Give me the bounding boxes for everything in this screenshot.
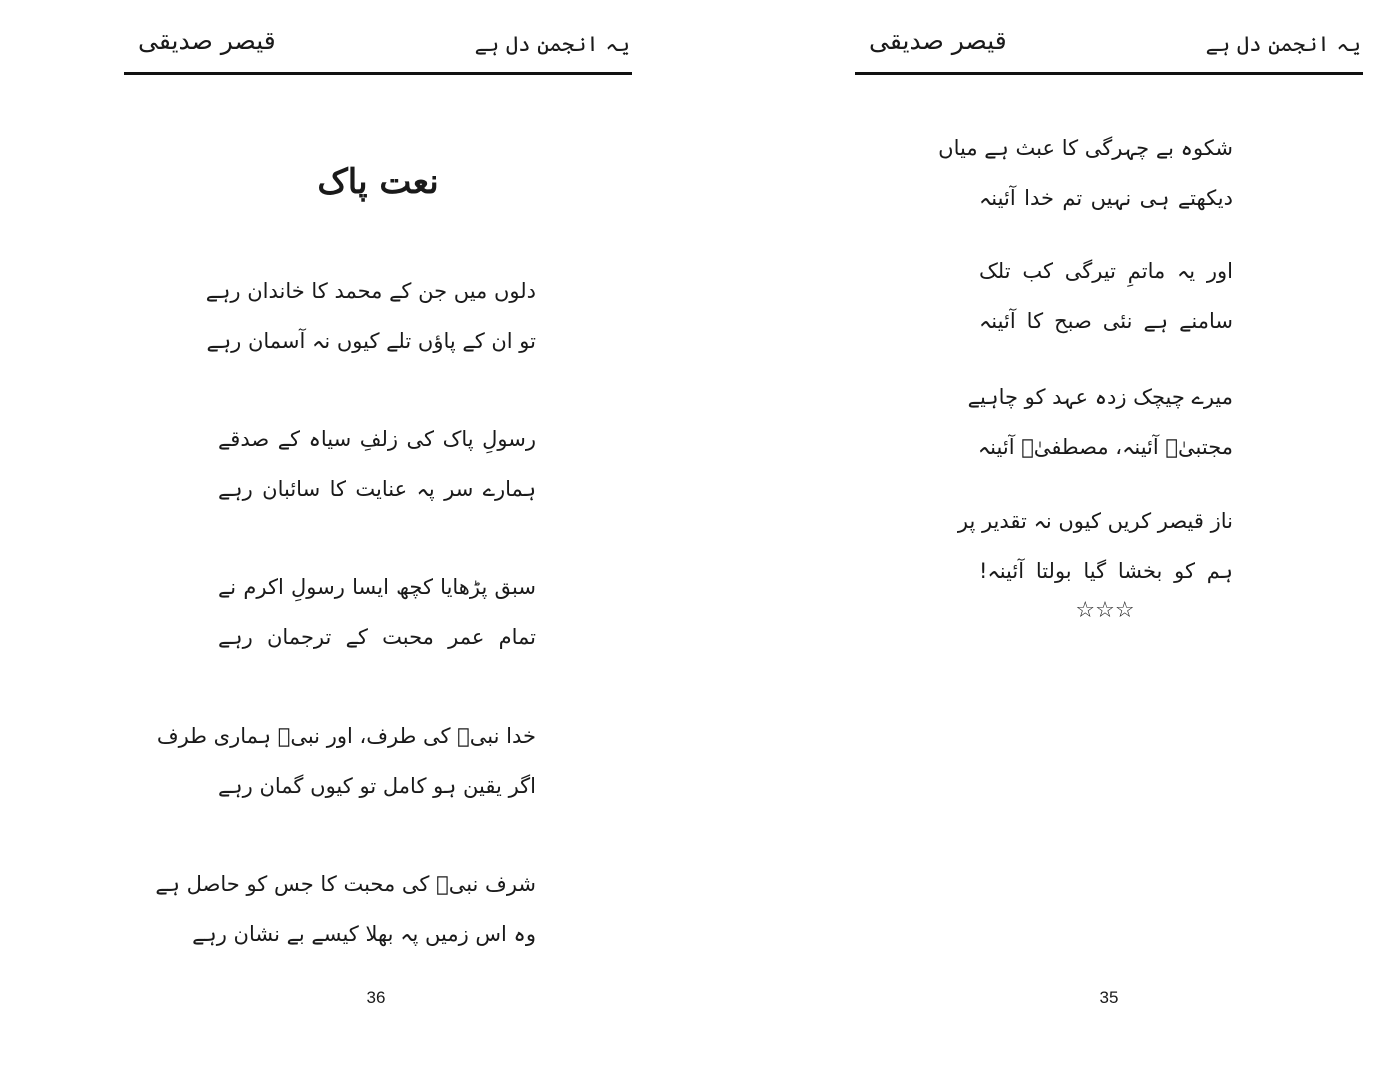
stanza bbox=[205, 266, 536, 366]
page-number: 36 bbox=[366, 988, 386, 1007]
verse-line: میرے چیچک زدہ عہد کو چاہیے bbox=[967, 385, 1233, 409]
verse-line: اور یہ ماتمِ تیرگی کب تلک bbox=[979, 259, 1233, 283]
verse-line: مجتبیٰؐ آئینہ، مصطفیٰؐ آئینہ bbox=[977, 435, 1233, 459]
verse-line: شرف نبیؐ کی محبت کا جس کو حاصل ہے bbox=[155, 872, 536, 896]
stanza bbox=[979, 246, 1233, 346]
verse-line: تو ان کے پاؤں تلے کیوں نہ آسمان رہے bbox=[206, 329, 536, 353]
stanza bbox=[155, 859, 536, 959]
author-name: قیصر صدیقی bbox=[138, 26, 276, 55]
stanza bbox=[218, 414, 536, 514]
book-title: یہ انجمن دل ہے bbox=[1205, 32, 1361, 56]
stanza bbox=[218, 562, 536, 662]
verse-line: سامنے ہے نئی صبح کا آئینہ bbox=[979, 309, 1233, 333]
verse-line: اگر یقین ہو کامل تو کیوں گمان رہے bbox=[218, 774, 536, 798]
verse-line: دلوں میں جن کے محمد کا خاندان رہے bbox=[205, 279, 536, 303]
verse-line: سبق پڑھایا کچھ ایسا رسولِ اکرم نے bbox=[218, 575, 536, 599]
stanza bbox=[156, 711, 536, 811]
verse-line: وہ اس زمیں پہ بھلا کیسے بے نشان رہے bbox=[192, 922, 536, 946]
verse-line: ہمارے سر پہ عنایت کا سائبان رہے bbox=[218, 477, 536, 501]
poem-title: نعت پاک bbox=[317, 162, 439, 202]
left-page bbox=[124, 0, 632, 1080]
verse-line: خدا نبیؐ کی طرف، اور نبیؐ ہماری طرف bbox=[156, 724, 536, 748]
verse-line: دیکھتے ہی نہیں تم خدا آئینہ bbox=[979, 186, 1233, 210]
verse-line: ہم کو بخشا گیا بولتا آئینہ! bbox=[979, 559, 1233, 583]
verse-line: رسولِ پاک کی زلفِ سیاہ کے صدقے bbox=[218, 427, 536, 451]
verse-line: ناز قیصر کریں کیوں نہ تقدیر پر bbox=[957, 509, 1233, 533]
page-header bbox=[855, 20, 1363, 75]
stanza bbox=[957, 496, 1233, 596]
page-header bbox=[124, 20, 632, 75]
right-page bbox=[855, 0, 1363, 1080]
verse-line: تمام عمر محبت کے ترجمان رہے bbox=[218, 625, 536, 649]
page-number: 35 bbox=[1099, 988, 1119, 1007]
stanza bbox=[967, 372, 1233, 472]
verse-line: شکوہ بے چہرگی کا عبث ہے میاں bbox=[938, 136, 1233, 160]
author-name: قیصر صدیقی bbox=[869, 26, 1007, 55]
book-title: یہ انجمن دل ہے bbox=[474, 32, 630, 56]
stanza bbox=[938, 123, 1233, 223]
stars-ornament: ☆☆☆ bbox=[1075, 598, 1135, 623]
